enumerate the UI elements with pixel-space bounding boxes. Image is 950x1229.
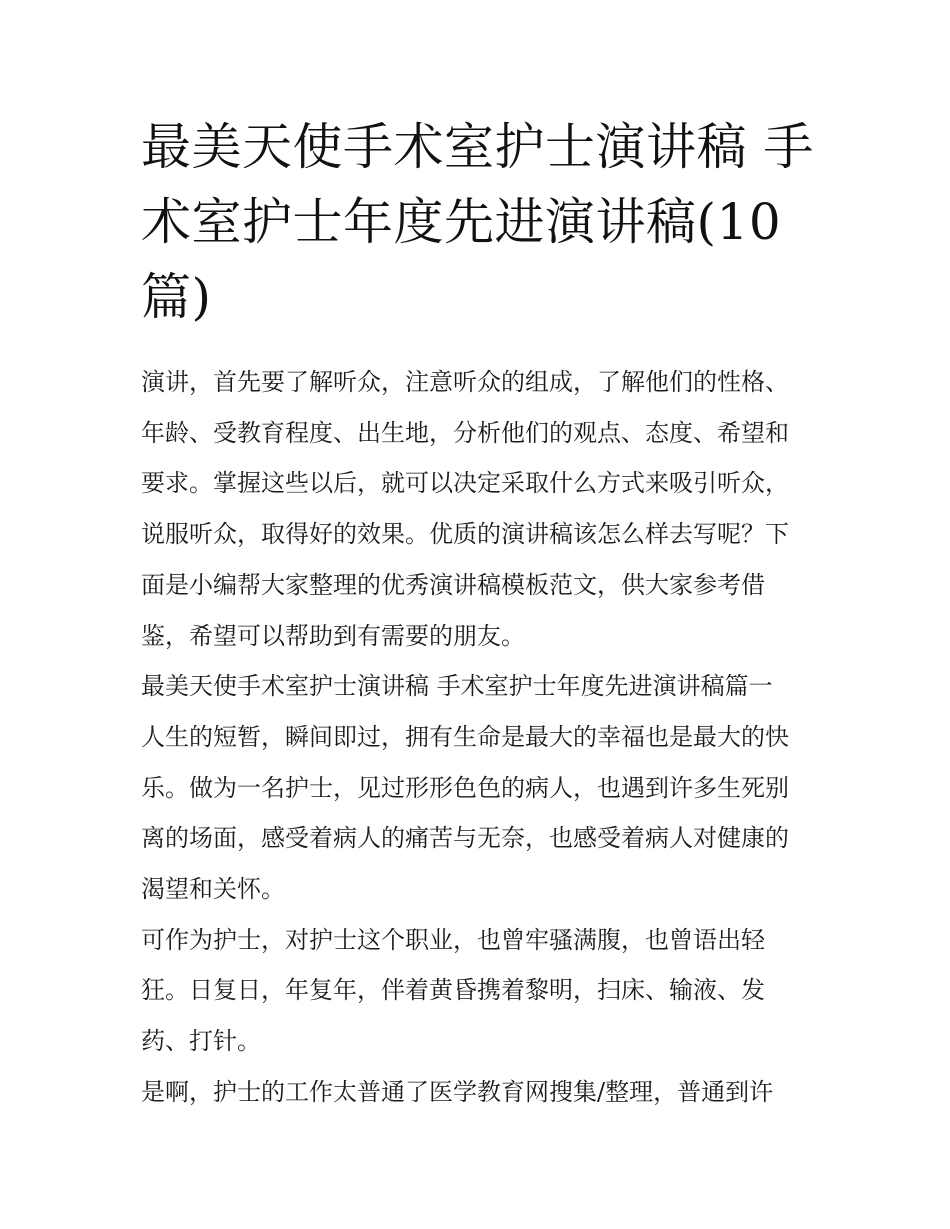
body-paragraph — [141, 1067, 813, 1118]
text-line: 说服听众，取得好的效果。优质的演讲稿该怎么样去写呢？下 — [141, 520, 789, 549]
text-line: 狂。日复日，年复年，伴着黄昏携着黎明，扫床、输液、发 — [141, 976, 765, 1005]
text-line: 年龄、受教育程度、出生地，分析他们的观点、态度、希望和 — [141, 418, 789, 447]
text-line: 最美天使手术室护士演讲稿 手术室护士年度先进演讲稿篇一 — [141, 672, 773, 701]
text-line: 演讲，首先要了解听众，注意听众的组成，了解他们的性格、 — [141, 368, 789, 396]
body-paragraph — [141, 915, 813, 1067]
text-line: 乐。做为一名护士，见过形形色色的病人，也遇到许多生死别 — [141, 773, 789, 802]
text-line: 要求。掌握这些以后，就可以决定采取什么方式来吸引听众， — [141, 469, 789, 498]
document-title — [141, 110, 813, 335]
intro-paragraph — [141, 357, 813, 661]
title-line: 篇) — [141, 268, 212, 326]
text-line: 渴望和关怀。 — [141, 875, 285, 904]
text-line: 鉴，希望可以帮助到有需要的朋友。 — [141, 621, 525, 650]
title-line: 最美天使手术室护士演讲稿 手 — [141, 118, 814, 176]
text-line: 人生的短暂，瞬间即过，拥有生命是最大的幸福也是最大的快 — [141, 722, 789, 751]
document-body — [141, 357, 813, 1118]
text-line: 是啊，护士的工作太普通了医学教育网搜集/整理，普通到许 — [141, 1077, 774, 1106]
text-line: 可作为护士，对护士这个职业，也曾牢骚满腹，也曾语出轻 — [141, 925, 765, 954]
text-line: 药、打针。 — [141, 1027, 261, 1056]
document-page — [141, 110, 813, 1118]
text-line: 离的场面，感受着病人的痛苦与无奈，也感受着病人对健康的 — [141, 824, 789, 853]
body-paragraph — [141, 712, 813, 915]
text-line: 面是小编帮大家整理的优秀演讲稿模板范文，供大家参考借 — [141, 570, 765, 599]
section-heading-paragraph — [141, 661, 813, 712]
title-line: 术室护士年度先进演讲稿(10 — [141, 193, 782, 251]
